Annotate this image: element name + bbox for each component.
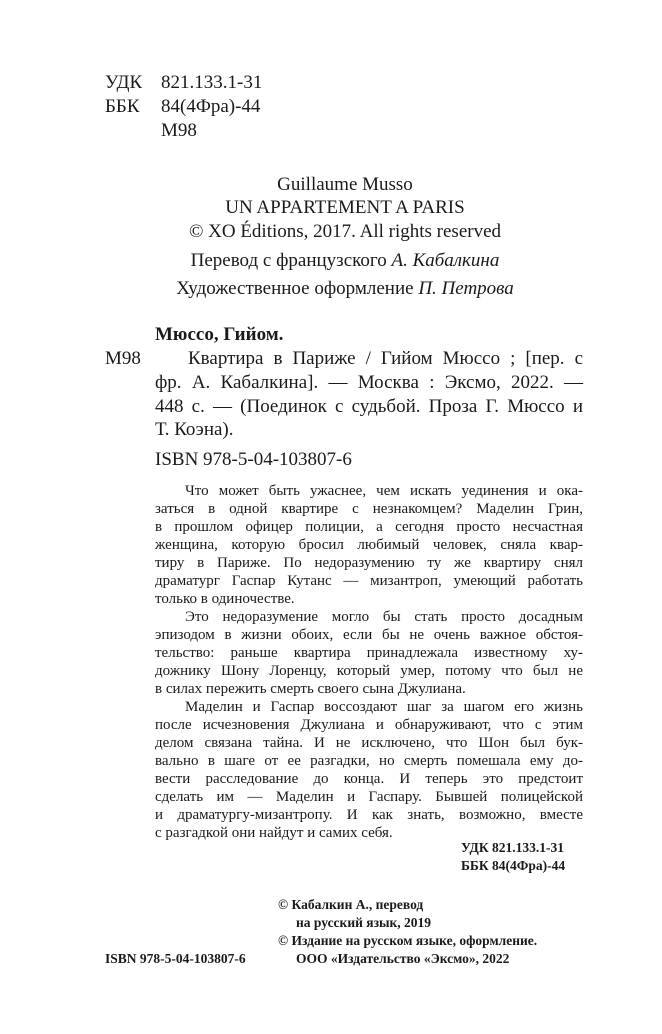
annotation-line: женщина, которую бросил любимый человек, сняла квар- <box>155 537 583 553</box>
catalog-line-1: фр. А. Кабалкина]. — Москва : Эксмо, 2022. — <box>155 372 583 393</box>
annotation-line: в силах пережить смерть своего сына Джулиана. <box>155 681 466 697</box>
copyright-line: ООО «Издательство «Эксмо», 2022 <box>296 951 510 966</box>
copyright-line: на русский язык, 2019 <box>296 915 432 930</box>
annotation <box>155 482 583 842</box>
annotation-line: драматург Гаспар Кутанс — мизантроп, умеющий работать <box>155 573 583 589</box>
bbk-value: 84(4Фра)-44 <box>161 96 261 117</box>
original-rights: © XO Éditions, 2017. All rights reserved <box>188 221 502 242</box>
udk-line <box>105 71 262 94</box>
catalog-isbn: ISBN 978-5-04-103807-6 <box>155 449 352 470</box>
annotation-line: Это недоразумение могло бы стать просто досадным <box>185 609 583 625</box>
annotation-line: после исчезновения Джулиана и обнаруживают, что с этим <box>155 717 583 733</box>
annotation-line: Маделин и Гаспар воссоздают шаг за шагом его жизнь <box>185 699 583 715</box>
annotation-line: сделать им — Маделин и Гаспару. Бывшей полицейской <box>155 789 583 805</box>
annotation-line: тиру в Париже. По недоразумению ту же квартиру снял <box>155 555 583 571</box>
catalog-line-0: Квартира в Париже / Гийом Мюссо ; [пер. с <box>188 348 583 369</box>
udk-value: 821.133.1-31 <box>161 72 263 93</box>
annotation-line: заться в одной квартире с незнакомцем? Маделин Грин, <box>155 501 583 517</box>
annotation-line: вести расследование до конца. И теперь это предстоит <box>155 771 583 787</box>
catalog-author: Мюссо, Гийом. <box>155 324 284 345</box>
annotation-line: дожнику Шону Лоренцу, который умер, потому что был не <box>155 663 583 679</box>
annotation-line: эпизодом в жизни обоих, если бы не очень важное обстоя- <box>155 627 583 643</box>
annotation-line: вально в шаге от ее разгадки, но смерть помешала ему до- <box>155 753 583 769</box>
annotation-line: Что может быть ужаснее, чем искать уединения и ока- <box>185 483 583 499</box>
footer-udk: УДК 821.133.1-31 <box>461 840 564 855</box>
annotation-line: делом связана тайна. И не исключено, что Шон был бук- <box>155 735 583 751</box>
annotation-line: с разгадкой они найдут и самих себя. <box>155 825 393 841</box>
annotation-line: только в одиночестве. <box>155 591 295 607</box>
translator-name: А. Кабалкина <box>391 250 500 271</box>
catalog-line-2: 448 с. — (Поединок с судьбой. Проза Г. Мюссо и <box>155 395 583 417</box>
udk-label: УДК <box>105 72 143 93</box>
copyright-line: © Кабалкин А., перевод <box>278 897 424 912</box>
copyright-line: © Издание на русском языке, оформление. <box>278 933 538 948</box>
catalog-lines <box>155 371 583 442</box>
annotation-line: тельство: раньше квартира принадлежала известному ху- <box>155 645 583 661</box>
design-credit <box>100 277 590 300</box>
annotation-line: в прошлом офицер полиции, а сегодня просто несчастная <box>155 519 583 535</box>
footer-isbn: ISBN 978-5-04-103807-6 <box>105 951 246 966</box>
translation-credit <box>100 249 590 272</box>
author-code: М98 <box>161 120 197 141</box>
catalog-line-3: Т. Коэна). <box>155 419 234 440</box>
design-prefix: Художественное оформление <box>176 278 414 299</box>
original-author: Guillaume Musso <box>277 174 413 195</box>
translation-prefix: Перевод с французского <box>190 250 387 271</box>
designer-name: П. Петрова <box>418 278 514 299</box>
catalog-code: М98 <box>105 348 141 369</box>
footer-bbk: ББК 84(4Фра)-44 <box>461 858 566 873</box>
bbk-label: ББК <box>105 96 140 117</box>
original-title: UN APPARTEMENT A PARIS <box>225 197 465 218</box>
bbk-line <box>105 95 260 118</box>
annotation-line: и драматургу-мизантропу. И как знать, возможно, вместе <box>155 807 583 823</box>
